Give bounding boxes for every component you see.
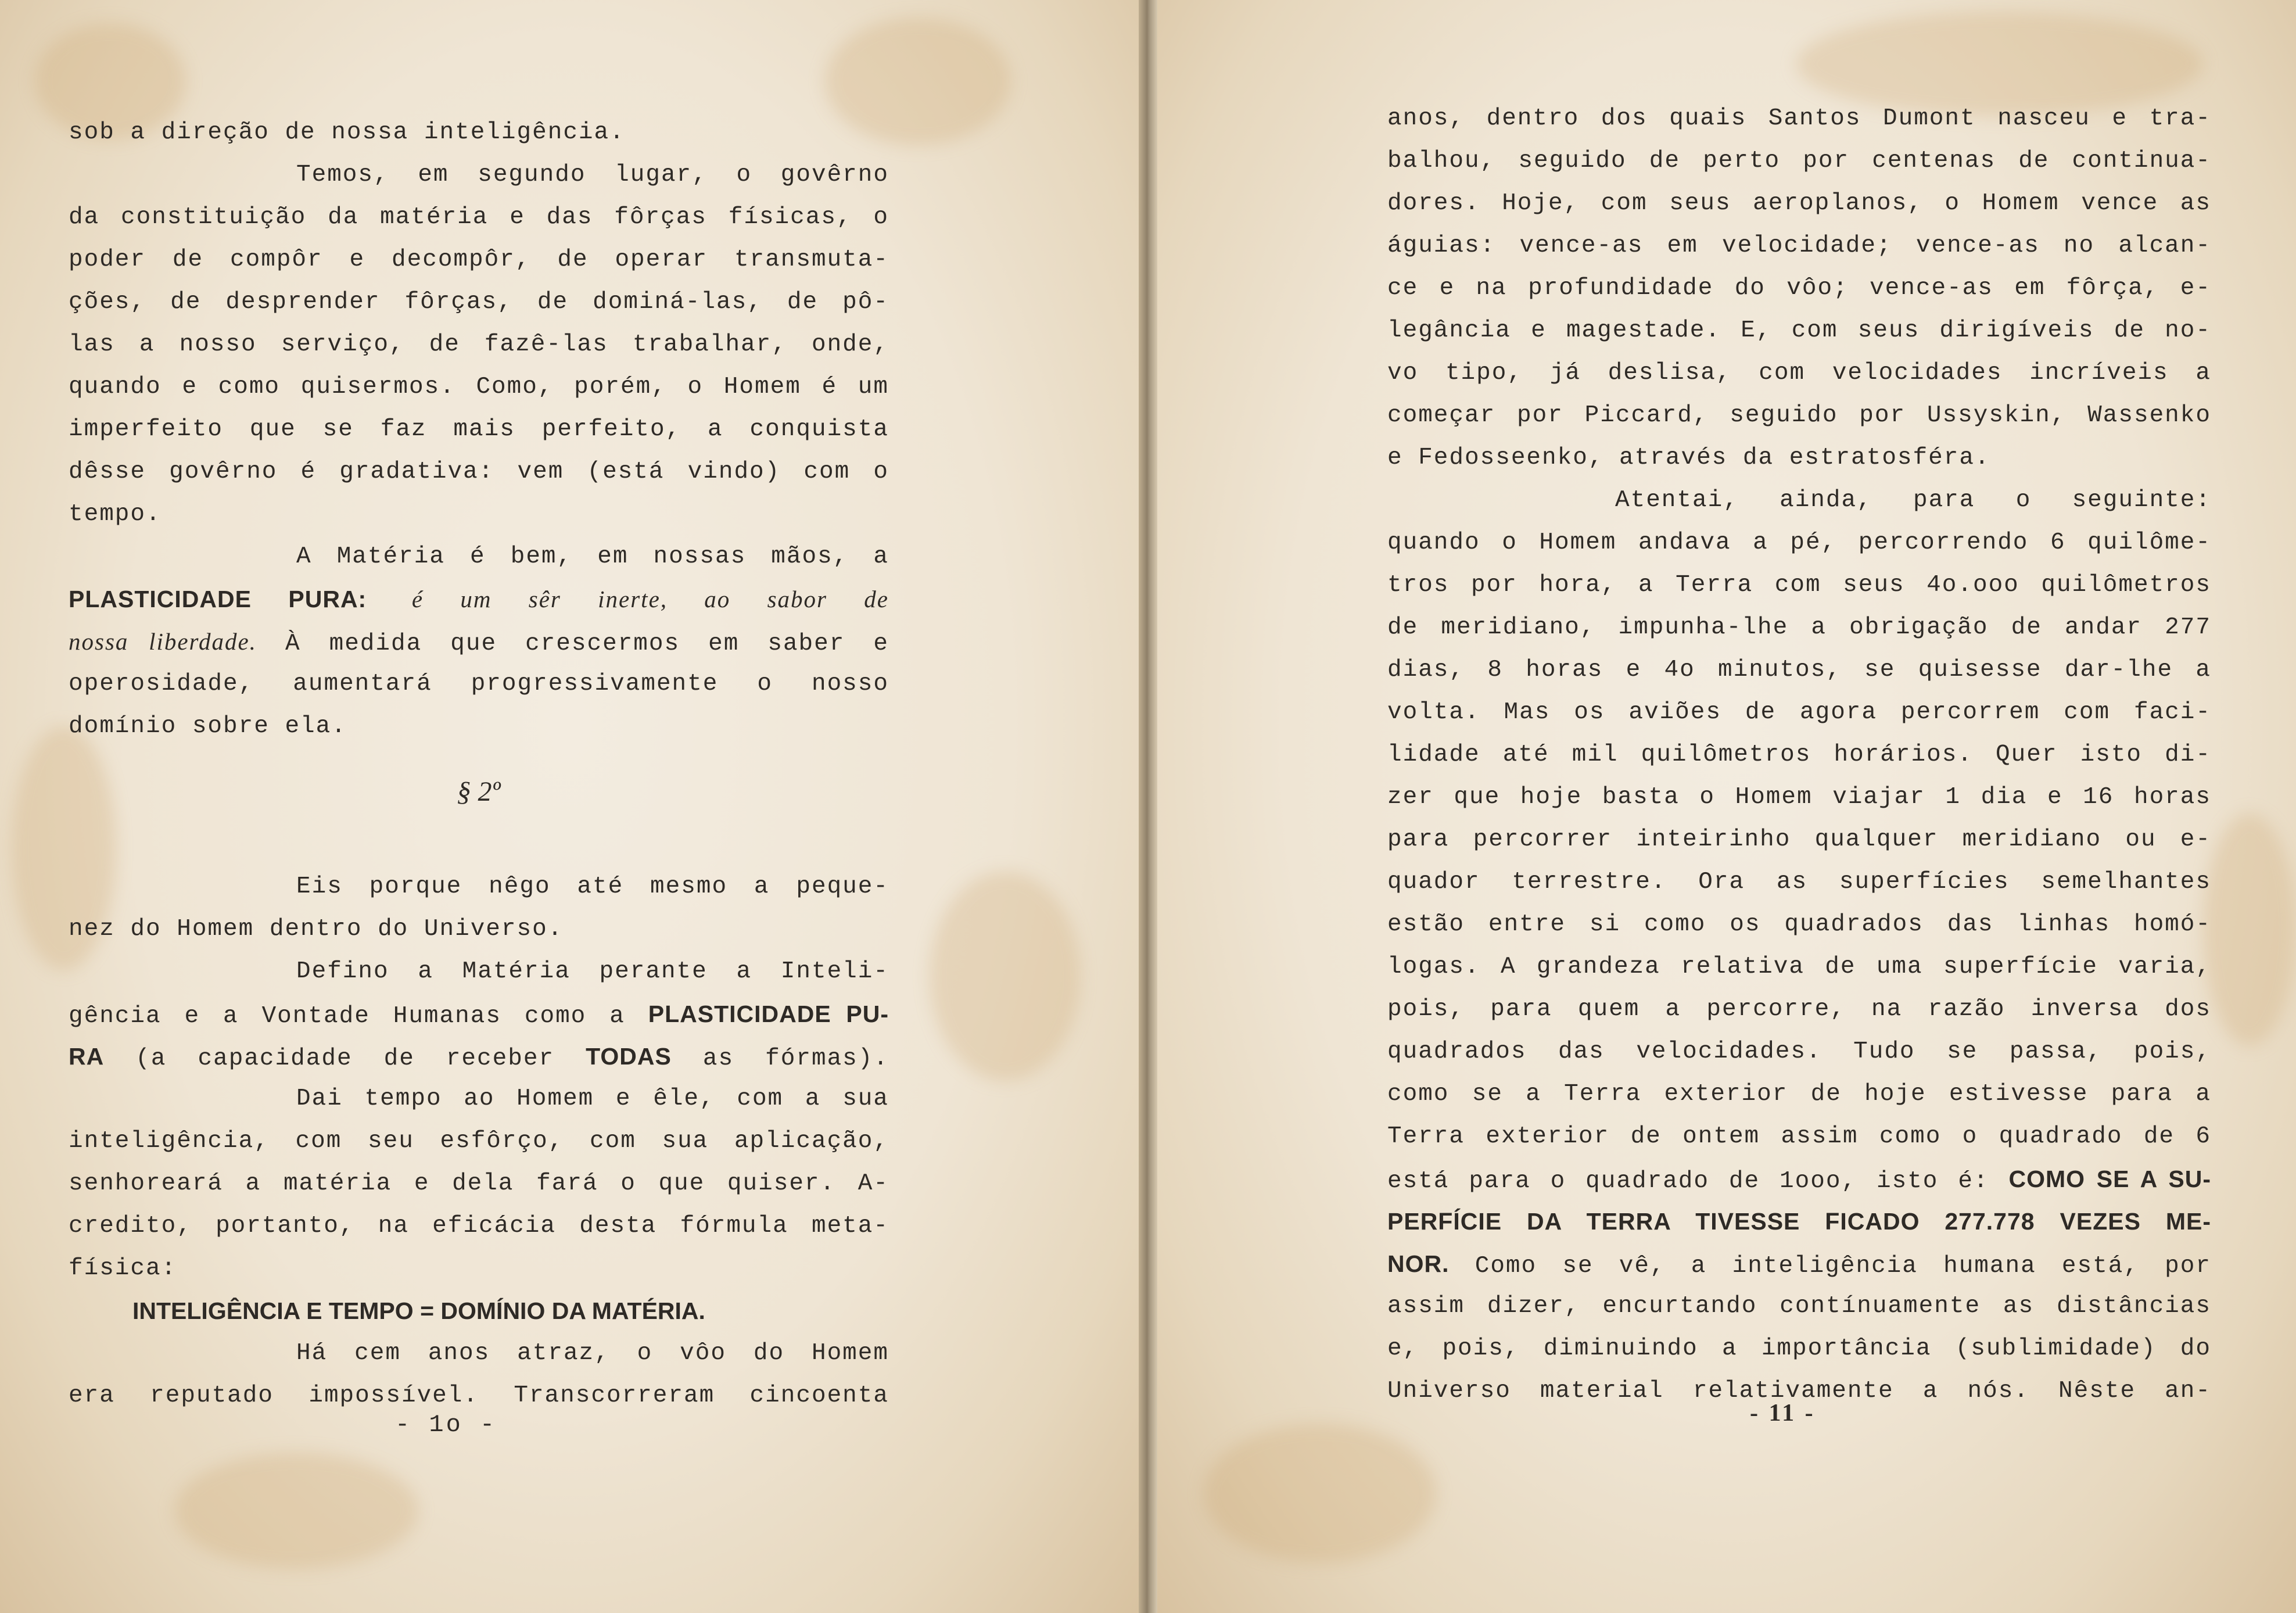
text-span: (a capacidade de receber — [135, 1045, 555, 1072]
text-line: para percorrer inteirinho qualquer meridiano ou e- — [1387, 826, 2211, 853]
text-line: tempo. — [69, 501, 162, 528]
text-line: Temos, em segundo lugar, o govêrno — [296, 162, 889, 188]
text-line: zer que hoje basta o Homem viajar 1 dia e 16 horas — [1387, 784, 2211, 811]
text-line: como se a Terra exterior de hoje estivesse para a — [1387, 1081, 2211, 1107]
text-line: poder de compôr e decompôr, de operar transmuta- — [69, 246, 889, 273]
text-line: dores. Hoje, com seus aeroplanos, o Homem vence as — [1387, 190, 2211, 217]
italic-text: nossa liberdade. — [69, 628, 257, 655]
formula: INTELIGÊNCIA E TEMPO = DOMÍNIO DA MATÉRIA. — [132, 1297, 705, 1324]
text-line: quando o Homem andava a pé, percorrendo 6 quilôme- — [1387, 529, 2211, 556]
text-line: Atentai, ainda, para o seguinte: — [1615, 487, 2211, 514]
text-line: ce e na profundidade do vôo; vence-as em fôrça, e- — [1387, 275, 2211, 302]
text-line — [69, 993, 889, 1035]
text-line: quador terrestre. Ora as superfícies semelhantes — [1387, 869, 2211, 895]
text-line: quadrados das velocidades. Tudo se passa, pois, — [1387, 1038, 2211, 1065]
text-line: da constituição da matéria e das fôrças físicas, o — [69, 204, 889, 231]
text-line — [69, 621, 889, 663]
text-line: estão entre si como os quadrados das linhas homó- — [1387, 911, 2211, 938]
text-line: Dai tempo ao Homem e êle, com a sua — [296, 1085, 889, 1112]
text-line: assim dizer, encurtando contínuamente as distâncias — [1387, 1293, 2211, 1320]
text-line: las a nosso serviço, de fazê-las trabalhar, onde, — [69, 331, 889, 358]
text-line: e, pois, diminuindo a importância (sublimidade) do — [1387, 1335, 2211, 1362]
text-line: dêsse govêrno é gradativa: vem (está vindo) com o — [69, 458, 889, 485]
left-text-block — [69, 112, 889, 748]
text-line: senhoreará a matéria e dela fará o que quiser. A- — [69, 1170, 889, 1197]
text-span: gência e a Vontade Humanas como a — [69, 1003, 625, 1030]
text-line: Há cem anos atraz, o vôo do Homem — [296, 1340, 889, 1367]
page-number: - 11 - — [1750, 1400, 1816, 1426]
text-span: as fórmas). — [702, 1045, 889, 1072]
emphasis-text: PLASTICIDADE PURA: — [69, 586, 367, 612]
text-line: águias: vence-as em velocidade; vence-as no alcan- — [1387, 232, 2211, 259]
emphasis-text: COMO SE A SU- — [2008, 1166, 2211, 1192]
text-line: era reputado impossível. Transcorreram cincoenta — [69, 1382, 889, 1409]
text-line: lidade até mil quilômetros horários. Quer isto di- — [1387, 741, 2211, 768]
emphasis-text: PLASTICIDADE PU- — [648, 1001, 889, 1027]
text-line: e Fedosseenko, através da estratosféra. — [1387, 445, 1990, 471]
section-heading: § 2º — [457, 776, 501, 807]
text-line: pois, para quem a percorre, na razão inversa dos — [1387, 996, 2211, 1023]
text-line — [69, 578, 889, 621]
text-line — [1387, 1158, 2211, 1200]
text-line: Defino a Matéria perante a Inteli- — [296, 958, 889, 985]
text-line: tros por hora, a Terra com seus 4o.ooo quilômetros — [1387, 572, 2211, 598]
text-line: credito, portanto, na eficácia desta fórmula meta- — [69, 1213, 889, 1239]
page-number: - 1o - — [395, 1411, 497, 1439]
book-gutter — [1139, 0, 1157, 1613]
text-line: anos, dentro dos quais Santos Dumont nasceu e tra- — [1387, 105, 2211, 132]
foxing-spot — [2203, 813, 2296, 1046]
text-line: volta. Mas os aviões de agora percorrem com faci- — [1387, 699, 2211, 726]
left-text-block-2 — [69, 866, 889, 1417]
foxing-spot — [174, 1453, 418, 1569]
text-line: domínio sobre ela. — [69, 713, 347, 740]
right-page — [1157, 0, 2296, 1613]
text-line: Terra exterior de ontem assim como o quadrado de 6 — [1387, 1123, 2211, 1150]
text-span: Como se vê, a inteligência humana está, por — [1475, 1253, 2211, 1279]
text-line: A Matéria é bem, em nossas mãos, a — [296, 543, 889, 570]
text-line: Eis porque nêgo até mesmo a peque- — [296, 873, 889, 900]
text-line: legância e magestade. E, com seus dirigíveis de no- — [1387, 317, 2211, 344]
text-line: dias, 8 horas e 4o minutos, se quisesse dar-lhe a — [1387, 657, 2211, 683]
text-line: de meridiano, impunha-lhe a obrigação de andar 277 — [1387, 614, 2211, 641]
text-line: quando e como quisermos. Como, porém, o Homem é um — [69, 374, 889, 400]
italic-text: é um sêr inerte, ao sabor de — [411, 586, 889, 612]
emphasis-text: NOR. — [1387, 1250, 1450, 1277]
text-line: imperfeito que se faz mais perfeito, a conquista — [69, 416, 889, 443]
foxing-spot — [1204, 1424, 1436, 1563]
text-line — [69, 1035, 889, 1078]
text-line: sob a direção de nossa inteligência. — [69, 119, 625, 146]
text-line: balhou, seguido de perto por centenas de continua- — [1387, 148, 2211, 174]
text-line: nez do Homem dentro do Universo. — [69, 916, 564, 942]
text-line: logas. A grandeza relativa de uma superfície varia, — [1387, 954, 2211, 980]
left-page — [0, 0, 1139, 1613]
text-line: operosidade, aumentará progressivamente o nosso — [69, 671, 889, 697]
text-line: inteligência, com seu esfôrço, com sua aplicação, — [69, 1128, 889, 1155]
text-line — [1387, 1243, 2211, 1285]
text-span: À medida que crescermos em saber e — [285, 630, 889, 657]
text-line: começar por Piccard, seguido por Ussyskin, Wassenko — [1387, 402, 2211, 429]
text-line: Universo material relativamente a nós. Nêste an- — [1387, 1378, 2211, 1404]
text-line: ções, de desprender fôrças, de dominá-las, de pô- — [69, 289, 889, 316]
text-span: está para o quadrado de 1ooo, isto é: — [1387, 1168, 1989, 1195]
emphasis-text: RA — [69, 1043, 105, 1070]
emphasis-line: PERFÍCIE DA TERRA TIVESSE FICADO 277.778 VEZES ME- — [1387, 1208, 2211, 1235]
right-text-block — [1387, 98, 2211, 1413]
emphasis-text: TODAS — [586, 1043, 672, 1070]
text-line: vo tipo, já deslisa, com velocidades incríveis a — [1387, 360, 2211, 386]
foxing-spot — [930, 872, 1081, 1081]
text-line: física: — [69, 1255, 177, 1282]
